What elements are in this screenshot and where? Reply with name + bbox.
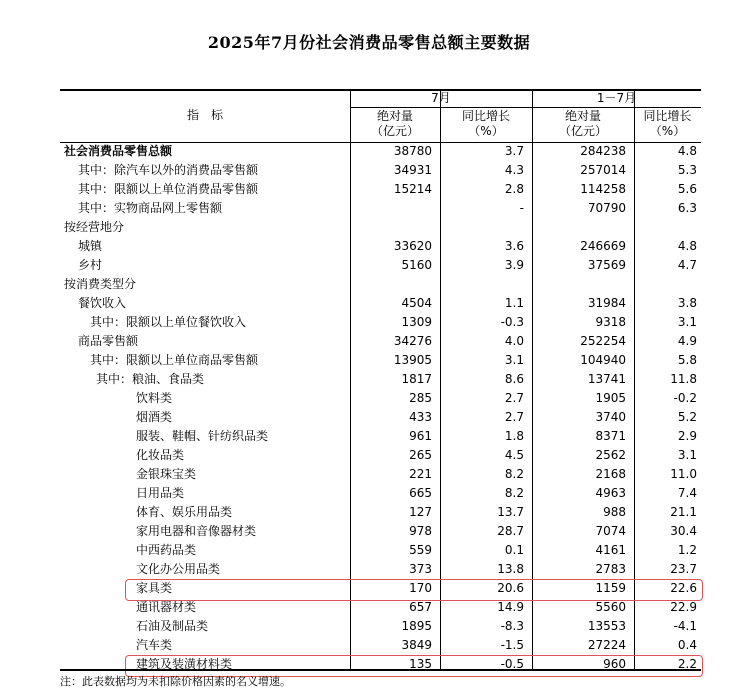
cum-abs-cell: 114258: [580, 182, 626, 196]
header-abs-line2: （亿元）: [558, 124, 607, 138]
cum-abs-cell: 960: [603, 657, 626, 671]
table-row: [60, 484, 701, 503]
month-abs-cell: 961: [409, 429, 432, 443]
cum-yoy-cell: 3.8: [677, 296, 697, 310]
month-yoy-cell: 28.7: [497, 524, 524, 538]
table-row: [60, 142, 701, 161]
cum-yoy-cell: 21.1: [670, 505, 697, 519]
row-label: 乡村: [78, 258, 103, 272]
cum-abs-cell: 246669: [580, 239, 626, 253]
month-abs-cell: 127: [409, 505, 432, 519]
table-row: [60, 560, 701, 579]
month-yoy-cell: 8.2: [504, 467, 524, 481]
row-label: 文化办公用品类: [136, 562, 221, 576]
month-abs-cell: 559: [409, 543, 432, 557]
row-label: 其中：实物商品网上零售额: [78, 201, 223, 215]
header-cumulative: 1－7月: [596, 91, 637, 105]
page-title: 2025年7月份社会消费品零售总额主要数据: [207, 33, 531, 52]
table-row: [60, 161, 701, 180]
month-yoy-cell: -0.3: [500, 315, 524, 329]
cum-abs-cell: 4963: [595, 486, 626, 500]
month-abs-cell: 33620: [393, 239, 432, 253]
footnote: 注：此表数据均为未扣除价格因素的名义增速。: [60, 675, 291, 688]
row-label: 家具类: [136, 581, 173, 595]
cum-yoy-cell: 5.8: [677, 353, 697, 367]
table-row: [60, 294, 701, 313]
row-label: 烟酒类: [136, 410, 173, 424]
cum-abs-cell: 104940: [580, 353, 626, 367]
month-yoy-cell: 1.8: [504, 429, 524, 443]
cum-yoy-cell: 22.9: [670, 600, 697, 614]
cum-yoy-cell: 3.1: [677, 315, 697, 329]
month-yoy-cell: 14.9: [497, 600, 524, 614]
header-month-abs: [350, 109, 440, 139]
row-label: 按消费类型分: [64, 277, 137, 291]
month-abs-cell: 373: [409, 562, 432, 576]
cum-yoy-cell: 4.8: [677, 239, 697, 253]
header-yoy-line1: 同比增长: [643, 109, 692, 123]
row-label: 其中：限额以上单位餐饮收入: [90, 315, 247, 329]
header-yoy-line2: （%）: [649, 124, 686, 138]
month-abs-cell: 4504: [401, 296, 432, 310]
cum-yoy-cell: 11.8: [670, 372, 697, 386]
table-row: [60, 256, 701, 275]
month-abs-cell: 170: [409, 581, 432, 595]
row-label: 城镇: [78, 239, 103, 253]
month-abs-cell: 5160: [401, 258, 432, 272]
month-abs-cell: 3849: [401, 638, 432, 652]
cum-yoy-cell: 2.9: [677, 429, 697, 443]
cum-yoy-cell: 30.4: [670, 524, 697, 538]
cum-abs-cell: 257014: [580, 163, 626, 177]
month-yoy-cell: 2.7: [504, 410, 524, 424]
cum-abs-cell: 1905: [595, 391, 626, 405]
month-yoy-cell: 3.7: [504, 144, 524, 158]
table-row: [60, 313, 701, 332]
cum-yoy-cell: 22.6: [670, 581, 697, 595]
row-label: 社会消费品零售总额: [64, 144, 173, 158]
month-yoy-cell: 3.1: [504, 353, 524, 367]
table-row: [60, 180, 701, 199]
table-row: [60, 370, 701, 389]
header-cum-yoy: [634, 109, 701, 139]
month-yoy-cell: 4.5: [504, 448, 524, 462]
cum-abs-cell: 31984: [587, 296, 626, 310]
cum-yoy-cell: 23.7: [670, 562, 697, 576]
month-abs-cell: 1309: [401, 315, 432, 329]
table-row: [60, 636, 701, 655]
header-cum-abs: [532, 109, 634, 139]
row-label: 服装、鞋帽、针纺织品类: [136, 429, 269, 443]
cum-yoy-cell: 4.7: [677, 258, 697, 272]
month-abs-cell: 221: [409, 467, 432, 481]
month-abs-cell: 13905: [393, 353, 432, 367]
cum-abs-cell: 13553: [587, 619, 626, 633]
month-yoy-cell: 1.1: [504, 296, 524, 310]
cum-yoy-cell: 5.6: [677, 182, 697, 196]
month-abs-cell: 1817: [401, 372, 432, 386]
row-label: 餐饮收入: [78, 296, 127, 310]
month-abs-cell: 38780: [393, 144, 432, 158]
month-abs-cell: 1895: [401, 619, 432, 633]
month-yoy-cell: 4.0: [504, 334, 524, 348]
cum-abs-cell: 1159: [595, 581, 626, 595]
table-row: [60, 389, 701, 408]
row-label: 其中：粮油、食品类: [96, 372, 205, 386]
table-row: [60, 541, 701, 560]
header-abs-line1: 绝对量: [376, 109, 413, 123]
header-month-yoy: [440, 109, 532, 139]
header-yoy-line1: 同比增长: [461, 109, 510, 123]
cum-abs-cell: 37569: [587, 258, 626, 272]
month-yoy-cell: 0.1: [504, 543, 524, 557]
table-row: [60, 598, 701, 617]
table-row: [60, 275, 701, 294]
header-sub-rule: [350, 107, 701, 108]
month-yoy-cell: 8.2: [504, 486, 524, 500]
table-row: [60, 351, 701, 370]
cum-abs-cell: 252254: [580, 334, 626, 348]
cum-yoy-cell: -0.2: [673, 391, 697, 405]
month-abs-cell: 657: [409, 600, 432, 614]
cum-abs-cell: 2168: [595, 467, 626, 481]
row-label: 饮料类: [136, 391, 173, 405]
cum-yoy-cell: 11.0: [670, 467, 697, 481]
month-yoy-cell: 3.6: [504, 239, 524, 253]
row-label: 通讯器材类: [136, 600, 197, 614]
month-yoy-cell: -0.5: [500, 657, 524, 671]
table-row: [60, 427, 701, 446]
month-yoy-cell: 8.6: [504, 372, 524, 386]
cum-abs-cell: 13741: [587, 372, 626, 386]
cum-abs-cell: 70790: [587, 201, 626, 215]
month-yoy-cell: 13.8: [497, 562, 524, 576]
month-abs-cell: 265: [409, 448, 432, 462]
cum-yoy-cell: 5.3: [677, 163, 697, 177]
table-row: [60, 408, 701, 427]
row-label: 按经营地分: [64, 220, 125, 234]
cum-yoy-cell: 0.4: [677, 638, 697, 652]
header-indicator: 指 标: [186, 108, 223, 122]
month-abs-cell: 34276: [393, 334, 432, 348]
cum-abs-cell: 9318: [595, 315, 626, 329]
cum-abs-cell: 5560: [595, 600, 626, 614]
month-yoy-cell: 4.3: [504, 163, 524, 177]
row-label: 体育、娱乐用品类: [136, 505, 233, 519]
month-abs-cell: 665: [409, 486, 432, 500]
month-yoy-cell: -8.3: [500, 619, 524, 633]
cum-abs-cell: 2783: [595, 562, 626, 576]
cum-yoy-cell: -4.1: [673, 619, 697, 633]
row-label: 日用品类: [136, 486, 185, 500]
cum-yoy-cell: 4.8: [677, 144, 697, 158]
cum-yoy-cell: 4.9: [677, 334, 697, 348]
cum-abs-cell: 4161: [595, 543, 626, 557]
header-abs-line1: 绝对量: [564, 109, 601, 123]
row-label: 商品零售额: [78, 334, 139, 348]
cum-abs-cell: 27224: [587, 638, 626, 652]
month-abs-cell: 978: [409, 524, 432, 538]
row-label: 其中：限额以上单位商品零售额: [90, 353, 259, 367]
month-abs-cell: 135: [409, 657, 432, 671]
header-month: 7月: [431, 91, 451, 105]
row-label: 汽车类: [136, 638, 173, 652]
table-row: [60, 503, 701, 522]
cum-yoy-cell: 3.1: [677, 448, 697, 462]
cum-abs-cell: 988: [603, 505, 626, 519]
month-yoy-cell: -1.5: [500, 638, 524, 652]
table-row: [60, 218, 701, 237]
month-abs-cell: 15214: [393, 182, 432, 196]
row-label: 金银珠宝类: [136, 467, 197, 481]
month-yoy-cell: 3.9: [504, 258, 524, 272]
row-label: 家用电器和音像器材类: [136, 524, 257, 538]
month-abs-cell: 34931: [393, 163, 432, 177]
row-label: 化妆品类: [136, 448, 185, 462]
header-yoy-line2: （%）: [468, 124, 504, 138]
row-label: 其中：限额以上单位消费品零售额: [78, 182, 259, 196]
cum-abs-cell: 284238: [580, 144, 626, 158]
row-label: 建筑及装潢材料类: [136, 657, 233, 671]
row-label: 石油及制品类: [136, 619, 209, 633]
cum-yoy-cell: 7.4: [677, 486, 697, 500]
cum-abs-cell: 2562: [595, 448, 626, 462]
header-abs-line2: （亿元）: [370, 124, 419, 138]
row-label: 中西药品类: [136, 543, 197, 557]
month-yoy-cell: 13.7: [497, 505, 524, 519]
cum-yoy-cell: 2.2: [677, 657, 697, 671]
month-yoy-cell: 2.8: [504, 182, 524, 196]
table-bottom-rule: [60, 669, 701, 671]
table-row: [60, 332, 701, 351]
cum-abs-cell: 8371: [595, 429, 626, 443]
month-yoy-cell: -: [519, 201, 524, 215]
cum-abs-cell: 7074: [595, 524, 626, 538]
month-yoy-cell: 2.7: [504, 391, 524, 405]
table-row: [60, 446, 701, 465]
table-row: [60, 522, 701, 541]
row-label: 其中：除汽车以外的消费品零售额: [78, 163, 259, 177]
table-row: [60, 237, 701, 256]
table-row: [60, 199, 701, 218]
month-abs-cell: 285: [409, 391, 432, 405]
month-abs-cell: 433: [409, 410, 432, 424]
cum-yoy-cell: 1.2: [677, 543, 697, 557]
cum-yoy-cell: 6.3: [677, 201, 697, 215]
cum-yoy-cell: 5.2: [677, 410, 697, 424]
table-row: [60, 617, 701, 636]
month-yoy-cell: 20.6: [497, 581, 524, 595]
table-row: [60, 465, 701, 484]
cum-abs-cell: 3740: [595, 410, 626, 424]
